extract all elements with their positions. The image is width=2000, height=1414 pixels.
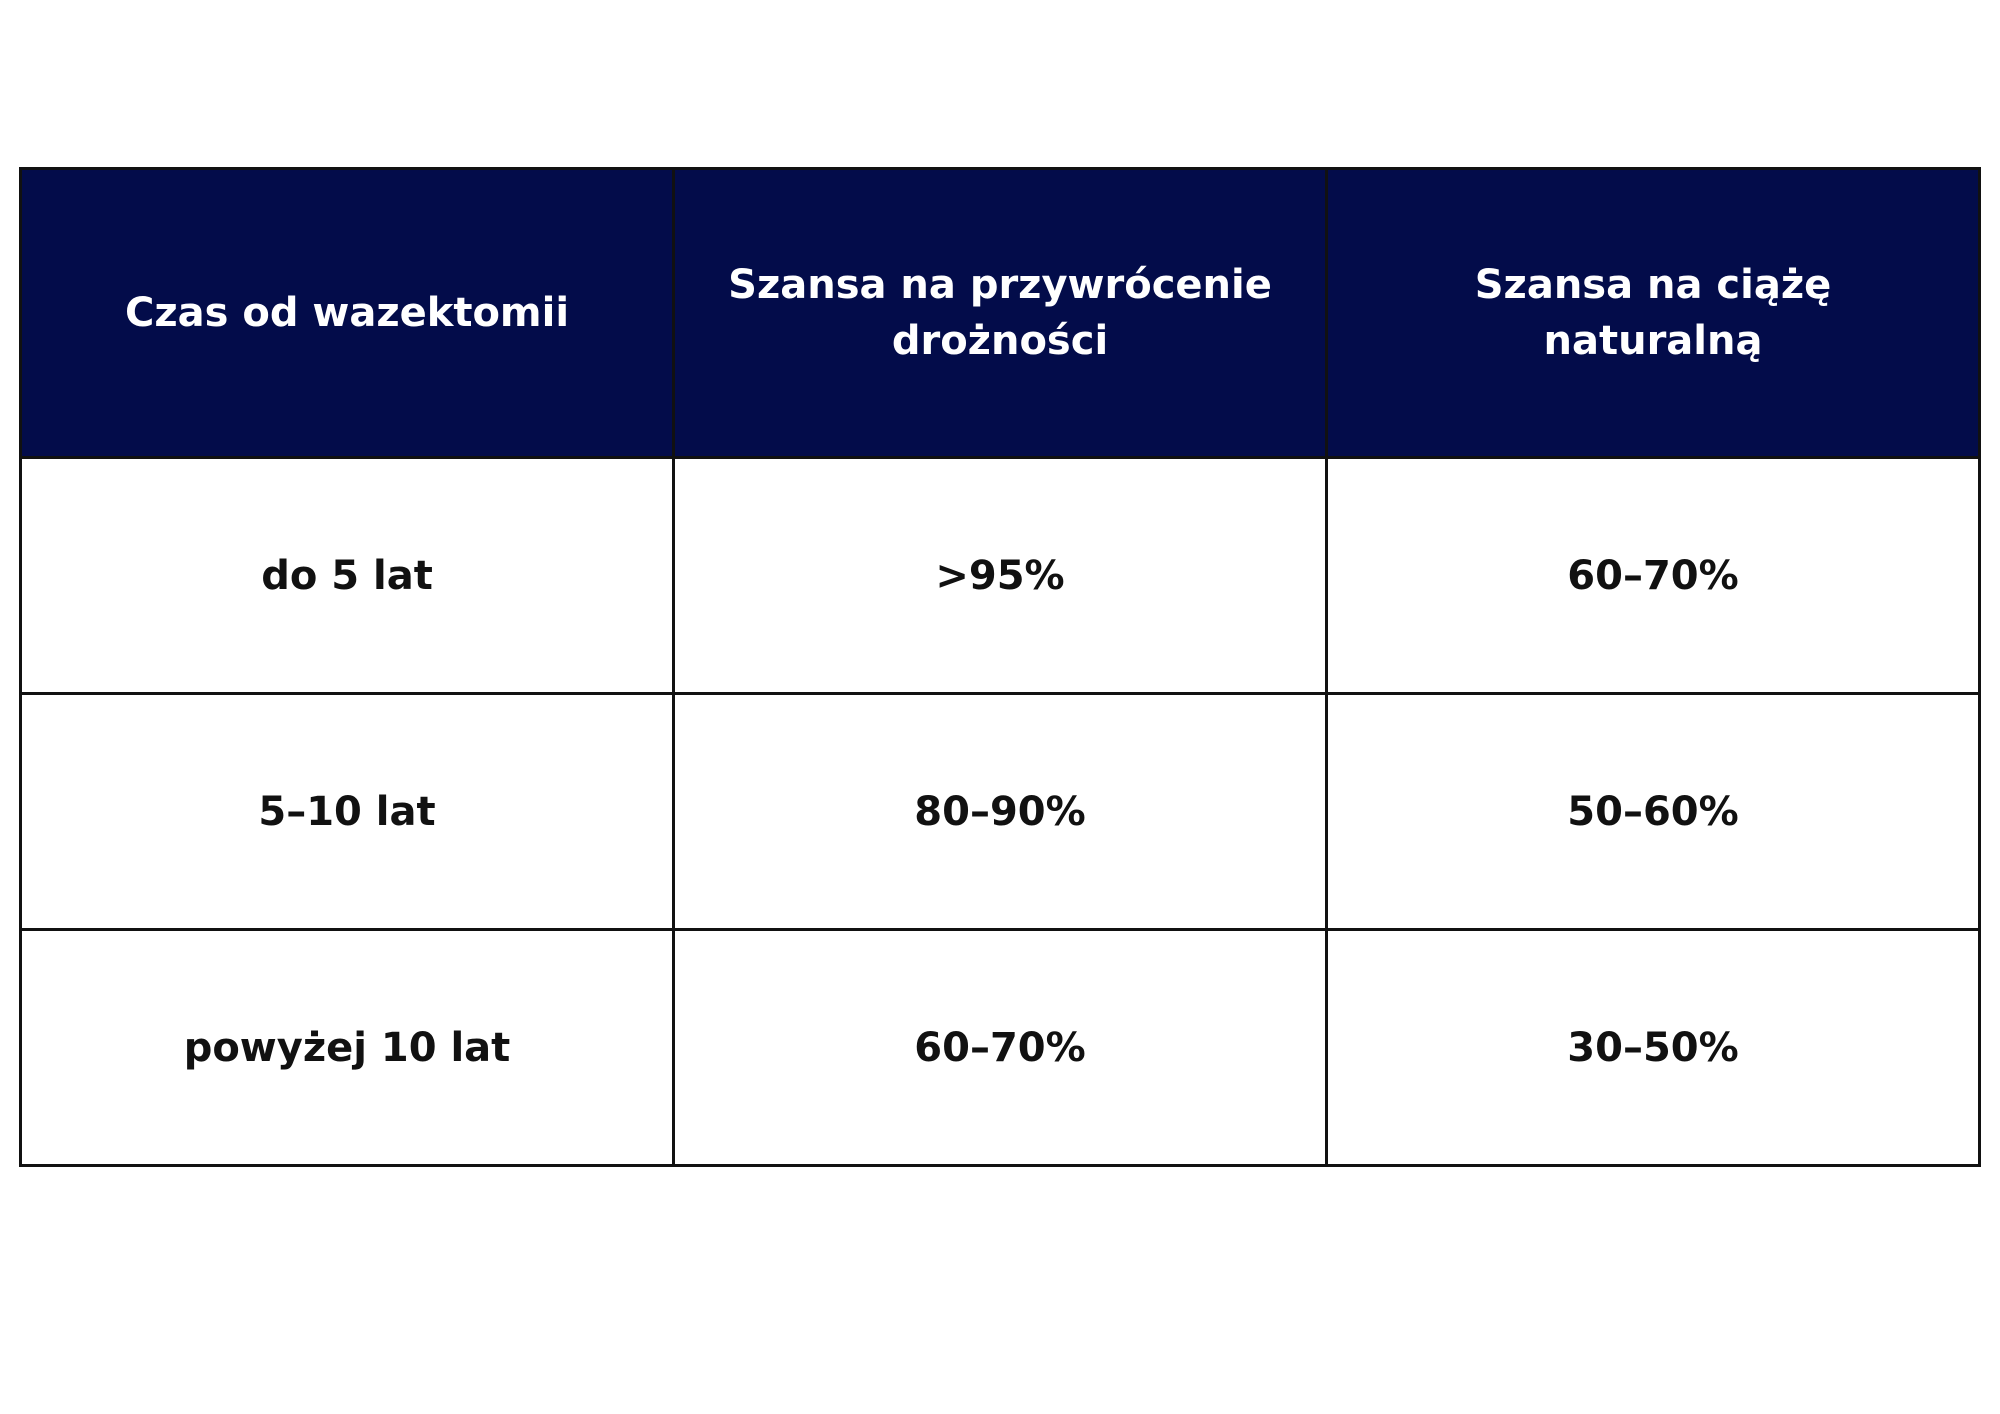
table-cell: 30–50% bbox=[1327, 930, 1980, 1166]
table-cell: 50–60% bbox=[1327, 694, 1980, 930]
table-row bbox=[21, 458, 1980, 694]
table-cell: 5–10 lat bbox=[21, 694, 674, 930]
table-container bbox=[19, 167, 1981, 1167]
table-row bbox=[21, 930, 1980, 1166]
table-cell: do 5 lat bbox=[21, 458, 674, 694]
table-cell: powyżej 10 lat bbox=[21, 930, 674, 1166]
table-cell: 80–90% bbox=[674, 694, 1327, 930]
header-cell-patency: Szansa na przywrócenie drożności bbox=[674, 169, 1327, 458]
header-row bbox=[21, 169, 1980, 458]
table-cell: 60–70% bbox=[1327, 458, 1980, 694]
table-cell: 60–70% bbox=[674, 930, 1327, 1166]
header-cell-pregnancy: Szansa na ciążę naturalną bbox=[1327, 169, 1980, 458]
table-row bbox=[21, 694, 1980, 930]
data-table bbox=[19, 167, 1981, 1167]
header-cell-time: Czas od wazektomii bbox=[21, 169, 674, 458]
table-cell: >95% bbox=[674, 458, 1327, 694]
